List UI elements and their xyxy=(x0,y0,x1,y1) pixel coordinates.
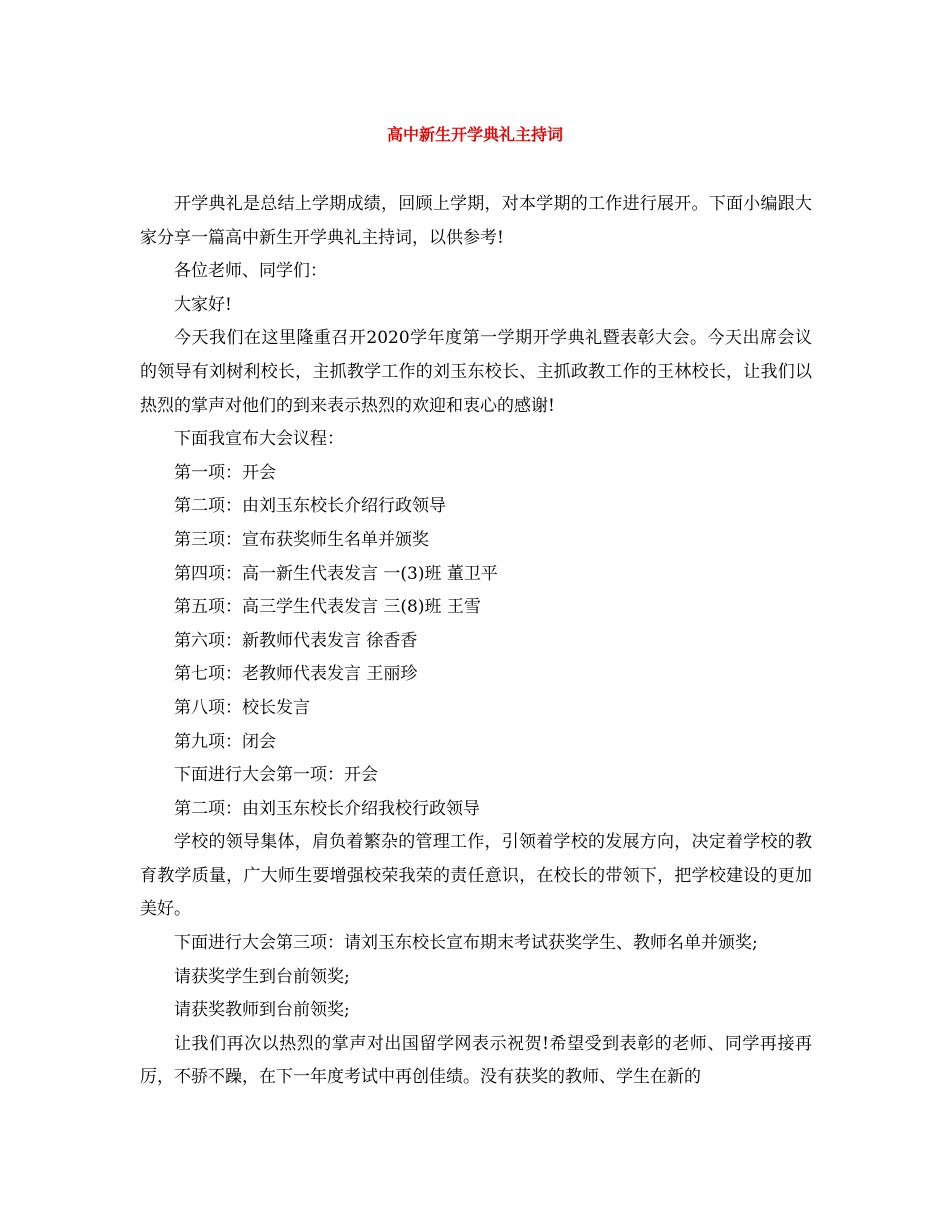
paragraph-greeting: 大家好! xyxy=(174,294,232,315)
agenda-item: 第六项：新教师代表发言 徐香香 xyxy=(174,630,418,651)
paragraph-teachers-award: 请获奖教师到台前领奖; xyxy=(174,1000,350,1021)
paragraph-item-one: 下面进行大会第一项：开会 xyxy=(174,765,378,786)
paragraph-item-two: 第二项：由刘玉东校长介绍我校行政领导 xyxy=(174,798,480,819)
paragraph-students-award: 请获奖学生到台前领奖; xyxy=(174,966,350,987)
document-body xyxy=(140,188,812,1095)
agenda-item: 第五项：高三学生代表发言 三(8)班 王雪 xyxy=(174,597,481,618)
paragraph-leadership: 学校的领导集体，肩负着繁杂的管理工作，引领着学校的发展方向，决定着学校的教育教学质量，广大师生要增强校荣我荣的责任意识，在校长的带领下，把学校建设的更加美好。 xyxy=(140,832,812,920)
paragraph-congratulations: 让我们再次以热烈的掌声对出国留学网表示祝贺!希望受到表彰的老师、同学再接再厉，不骄不躁，在下一年度考试中再创佳绩。没有获奖的教师、学生在新的 xyxy=(140,1033,812,1088)
agenda-item: 第七项：老教师代表发言 王丽珍 xyxy=(174,664,418,685)
paragraph-item-three: 下面进行大会第三项：请刘玉东校长宣布期末考试获奖学生、教师名单并颁奖; xyxy=(174,933,758,954)
agenda-item: 第八项：校长发言 xyxy=(174,697,310,718)
agenda-item: 第二项：由刘玉东校长介绍行政领导 xyxy=(174,496,446,517)
agenda-item: 第一项：开会 xyxy=(174,462,276,483)
paragraph-opening: 今天我们在这里隆重召开2020学年度第一学期开学典礼暨表彰大会。今天出席会议的领导有刘树利校长，主抓教学工作的刘玉东校长、主抓政教工作的王林校长，让我们以热烈的掌声对他们的到来表示热烈的欢迎和衷心的感谢! xyxy=(140,328,812,416)
paragraph-agenda-heading: 下面我宣布大会议程： xyxy=(174,429,344,450)
document-title: 高中新生开学典礼主持词 xyxy=(386,125,563,144)
agenda-item: 第四项：高一新生代表发言 一(3)班 董卫平 xyxy=(174,563,498,584)
paragraph-intro: 开学典礼是总结上学期成绩，回顾上学期，对本学期的工作进行展开。下面小编跟大家分享一篇高中新生开学典礼主持词，以供参考! xyxy=(140,194,812,248)
paragraph-salutation: 各位老师、同学们： xyxy=(174,261,327,282)
agenda-item: 第九项：闭会 xyxy=(174,731,276,752)
agenda-item: 第三项：宣布获奖师生名单并颁奖 xyxy=(174,529,429,550)
